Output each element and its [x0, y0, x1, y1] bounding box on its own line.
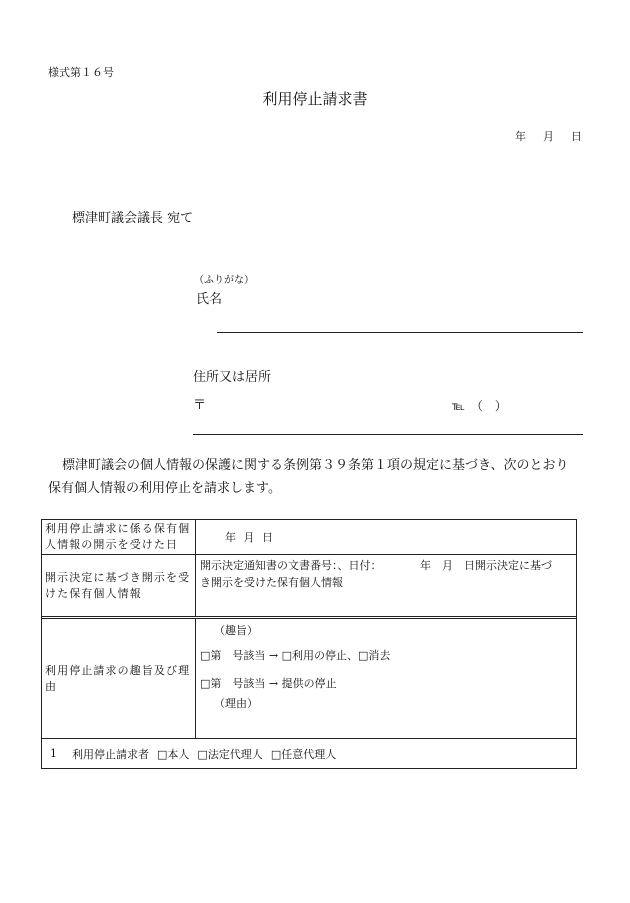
purpose-option: □第 号該当 → □利用の停止、□消去 [200, 649, 391, 662]
item-number: 1 [50, 747, 57, 760]
requester-type-option: □任意代理人 [270, 747, 337, 761]
name-label: 氏名 [196, 292, 223, 307]
tel-label: ℡ （ ） [452, 399, 507, 413]
purpose-option: □第 号該当 → 提供の停止 [200, 677, 337, 690]
disclosure-date-value: 年 月 日 [225, 531, 273, 544]
name-entry-line [217, 332, 583, 333]
requester-type-option: □法定代理人 [197, 747, 263, 761]
table-row-purpose-and-reason [42, 619, 576, 739]
row-value [196, 520, 576, 554]
row-label-line: 人情報の開示を受けた日 [45, 538, 179, 551]
row-label-line: 利用停止請求の趣旨及び理 [45, 663, 191, 677]
row-label-line: 由 [45, 679, 58, 693]
row-value [196, 555, 576, 616]
table-row-requester-type [42, 739, 576, 768]
address-entry-line [193, 434, 583, 435]
statement-line: 保有個人情報の利用停止を請求します。 [48, 481, 281, 496]
postal-mark: 〒 [193, 398, 207, 413]
row-label [42, 555, 196, 616]
request-statement [48, 454, 568, 500]
date-line: 年 月 日 [515, 130, 585, 143]
row-label-line: 利用停止請求に係る保有個 [45, 522, 191, 535]
table-row-disclosure-date [42, 520, 576, 555]
requester-type-option: □本人 [157, 747, 190, 761]
address-label: 住所又は居所 [193, 370, 272, 385]
row-label-line: 開示決定に基づき開示を受 [45, 570, 191, 584]
row-label-line: けた保有個人情報 [45, 586, 142, 600]
reason-heading: （理由） [214, 697, 258, 710]
requester-type-label: 利用停止請求者 [72, 747, 149, 761]
statement-line: 標津町議会の個人情報の保護に関する条例第３９条第１項の規定に基づき、次のとおり [62, 458, 569, 473]
form-title: 利用停止請求書 [262, 90, 368, 108]
form-number: 様式第１６号 [48, 66, 114, 79]
row-value-line: 開示決定通知書の文書番号：、日付： 年 月 日開示決定に基づ [200, 559, 552, 572]
row-value [196, 619, 576, 738]
request-table [41, 519, 577, 769]
row-label [42, 520, 196, 554]
furigana-label: （ふりがな） [194, 275, 254, 286]
addressee: 標津町議会議長 宛て [72, 211, 194, 226]
purpose-heading: （趣旨） [214, 624, 258, 637]
row-value-line: き開示を受けた保有個人情報 [200, 576, 343, 589]
row-label [42, 619, 196, 738]
table-row-disclosed-information [42, 555, 576, 619]
